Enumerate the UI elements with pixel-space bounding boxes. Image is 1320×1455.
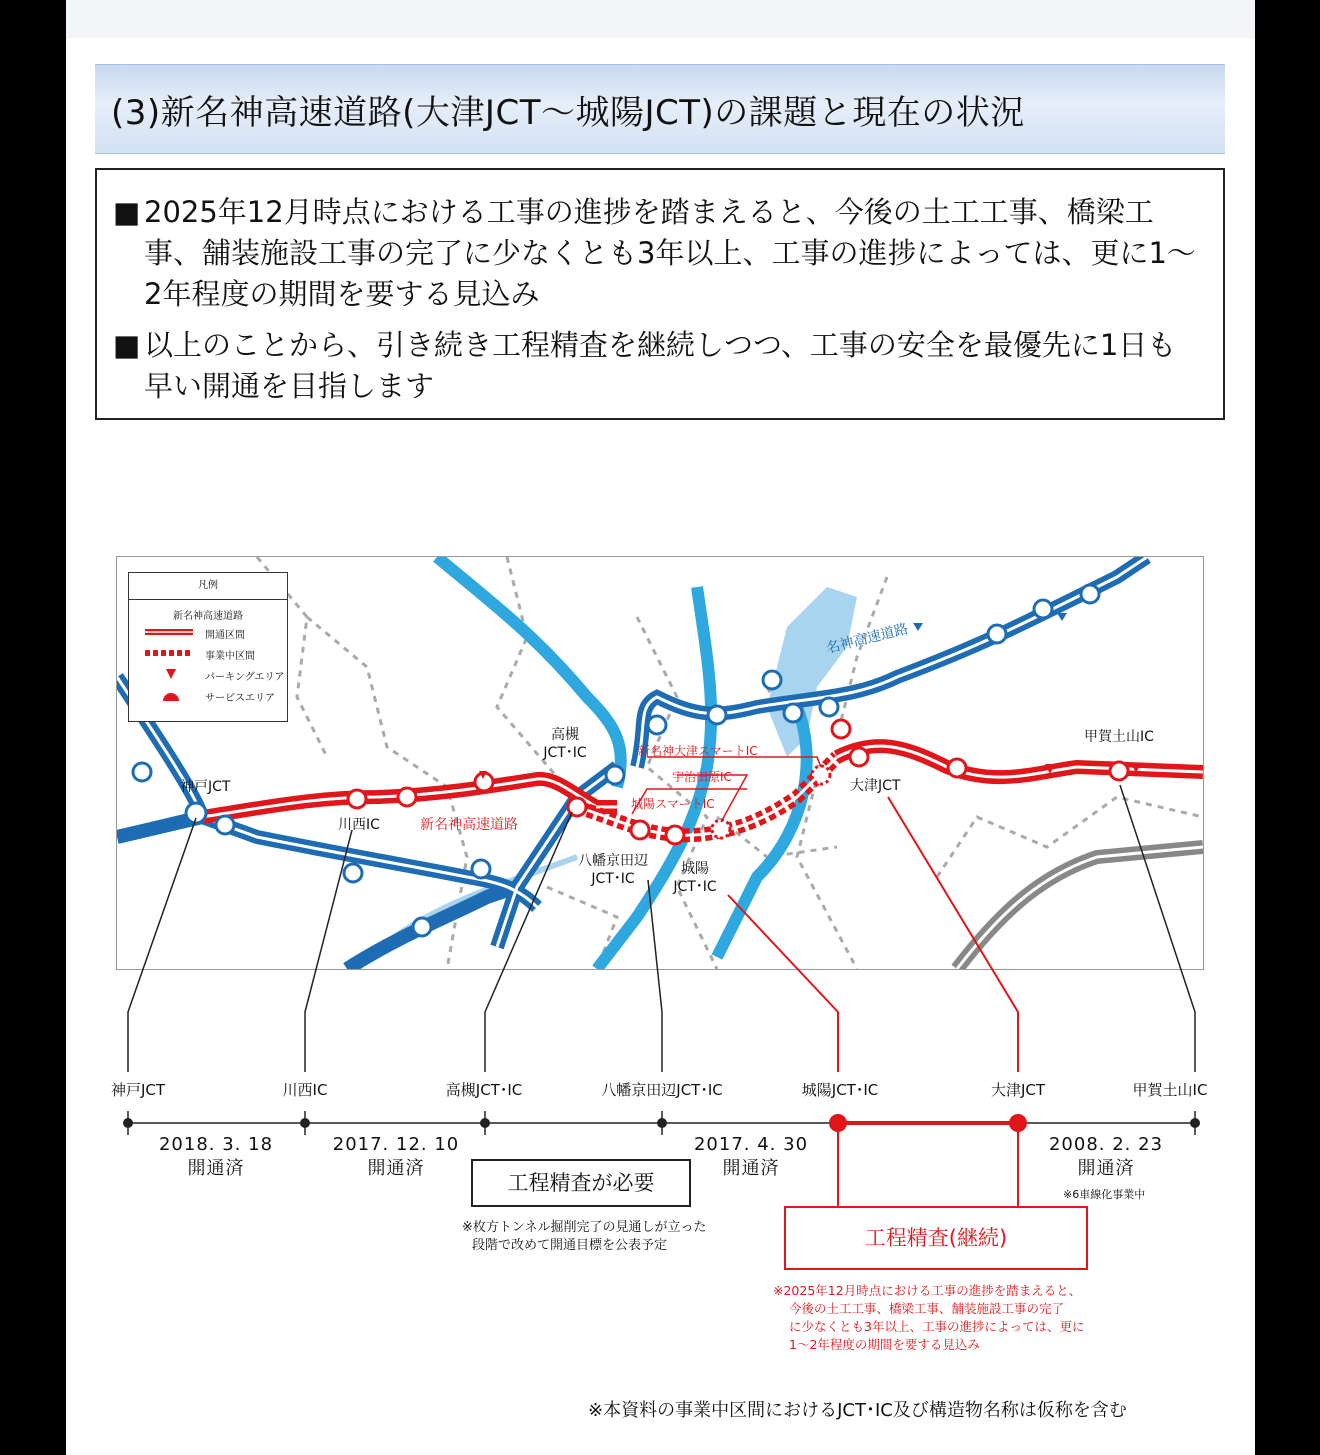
station-kobe-jct: 神戸JCT xyxy=(110,1081,166,1099)
legend-subtitle: 新名神高速道路 xyxy=(173,611,243,622)
six-lane-note: ※6車線化事業中 xyxy=(1063,1188,1146,1201)
footer-note: ※本資料の事業中区間におけるJCT･IC及び構造物名称は仮称を含む xyxy=(588,1400,1127,1421)
summary-text: 以上のことから、引き続き工程精査を継続しつつ、工事の安全を最優先に1日も早い開通を目指します xyxy=(144,328,1177,403)
period-status: 開通済 xyxy=(722,1158,780,1179)
note-line: 1～2年程度の期間を要する見込み xyxy=(789,1337,980,1352)
map-label-otsu-jct: 大津JCT xyxy=(850,778,901,794)
note-line: に少なくとも3年以上、工事の進捗によっては、更に xyxy=(789,1319,1085,1334)
leader-lines xyxy=(128,785,1195,1072)
map-label-ujitawara: 宇治田原IC xyxy=(672,770,732,784)
legend-label: パーキングエリア xyxy=(205,672,285,683)
page-title: (3)新名神高速道路(大津JCT～城陽JCT)の課題と現在の状況 xyxy=(111,93,1025,133)
map-label-meishin: 名神高速道路 xyxy=(824,621,910,657)
period-kawanishi-takatsuki xyxy=(333,1133,460,1181)
period-otsu-koka xyxy=(1049,1133,1163,1181)
note-line: ※枚方トンネル掘削完了の見通しが立った xyxy=(462,1220,707,1235)
map-label-kawanishi: 川西IC xyxy=(338,817,380,833)
period-status: 開通済 xyxy=(187,1158,245,1179)
station-otsu: 大津JCT xyxy=(990,1081,1046,1099)
bullet-square: ■ xyxy=(113,195,141,229)
period-date: 2017. 4. 30 xyxy=(693,1134,809,1155)
label-line: 城陽 xyxy=(681,861,709,877)
need-review-note xyxy=(462,1219,707,1255)
map-label-koka: 甲賀土山IC xyxy=(1084,729,1154,745)
period-status: 開通済 xyxy=(1077,1158,1135,1179)
label-line: 高槻 xyxy=(551,727,579,743)
label-line: JCT･IC xyxy=(543,745,587,761)
need-review-box: 工程精査が必要 xyxy=(471,1159,691,1207)
station-koka: 甲賀土山IC xyxy=(1132,1081,1208,1099)
review-continue-box: 工程精査(継続) xyxy=(784,1206,1088,1270)
bullet-square: ■ xyxy=(113,328,141,362)
legend-label: 事業中区間 xyxy=(205,651,255,662)
legend-label: サービスエリア xyxy=(205,693,275,704)
summary-text: 2025年12月時点における工事の進捗を踏まえると、今後の土工工事、橋梁工事、舗装施設工事の完了に少なくとも3年以上、工事の進捗によっては、更に1～2年程度の期間を要する見込み xyxy=(144,195,1196,311)
map-label-joyo-smart: 城陽スマートIC xyxy=(631,797,715,811)
label-line: 八幡京田辺 xyxy=(578,853,648,869)
station-takatsuki: 高槻JCT･IC xyxy=(445,1081,523,1099)
map-label-kobe-jct: 神戸JCT xyxy=(180,779,231,795)
label-line: JCT･IC xyxy=(591,871,635,887)
period-status: 開通済 xyxy=(367,1158,425,1179)
station-kawanishi: 川西IC xyxy=(282,1081,328,1099)
period-date: 2018. 3. 18 xyxy=(158,1134,274,1155)
note-line: ※2025年12月時点における工事の進捗を踏まえると、 xyxy=(773,1283,1082,1298)
period-yawata-joyo xyxy=(694,1133,808,1181)
review-continue-note xyxy=(773,1282,1084,1354)
label-line: JCT･IC xyxy=(673,879,717,895)
period-kobe-kawanishi xyxy=(159,1133,273,1181)
station-yawata: 八幡京田辺JCT･IC xyxy=(601,1081,723,1099)
legend-title: 凡例 xyxy=(129,573,287,600)
note-line: 段階で改めて開通目標を公表予定 xyxy=(472,1238,668,1253)
station-joyo: 城陽JCT･IC xyxy=(801,1081,879,1099)
map-label-otsu-smart: 新名神大津スマートIC xyxy=(638,744,758,758)
note-line: 今後の土工工事、橋梁工事、舗装施設工事の完了 xyxy=(789,1301,1065,1316)
map-label-shinmeishin: 新名神高速道路 xyxy=(420,817,518,833)
legend-label: 開通区間 xyxy=(205,630,245,641)
period-date: 2008. 2. 23 xyxy=(1048,1134,1164,1155)
period-date: 2017. 12. 10 xyxy=(332,1134,460,1155)
